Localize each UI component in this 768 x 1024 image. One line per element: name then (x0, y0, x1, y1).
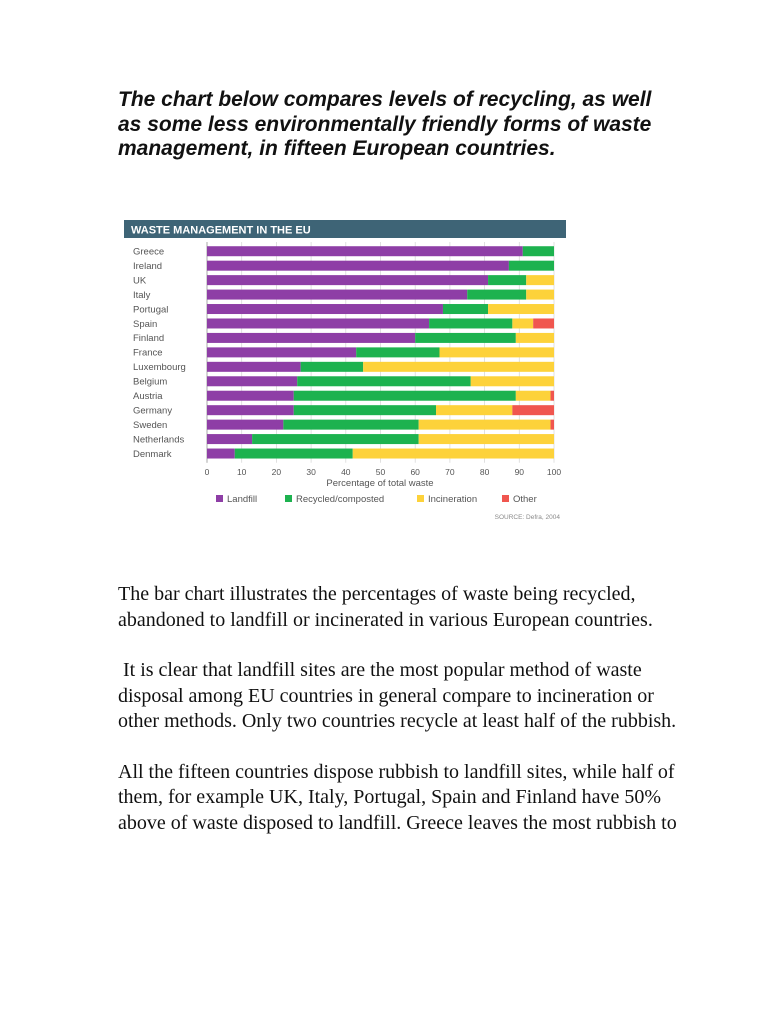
chart-bars (207, 246, 554, 458)
category-label: Finland (133, 333, 165, 345)
category-label: France (133, 347, 163, 359)
bar-segment (207, 434, 252, 444)
chart-source: SOURCE: Defra, 2004 (494, 514, 560, 521)
bar-segment (526, 290, 554, 300)
bar-segment (429, 318, 512, 328)
bar-segment (419, 434, 554, 444)
bar-segment (353, 449, 554, 459)
x-tick-label: 60 (410, 466, 420, 477)
bar-segment (207, 376, 297, 386)
bar-segment (297, 376, 471, 386)
bar-segment (207, 362, 301, 372)
x-tick-label: 100 (546, 466, 562, 477)
category-label: Austria (133, 391, 163, 403)
bar-segment (252, 434, 419, 444)
bar-segment (419, 420, 551, 430)
bar-segment (207, 246, 523, 256)
essay-paragraph-2: It is clear that landfill sites are the most popular method of waste disposal among EU countries in general compare to incineration or other methods. Only two countries recycle at least half of the rubbish. (118, 659, 677, 732)
waste-management-chart (118, 216, 570, 526)
legend-swatch (285, 495, 292, 502)
x-tick-label: 30 (306, 466, 316, 477)
x-tick-label: 0 (204, 466, 210, 477)
bar-segment (207, 449, 235, 459)
essay-body (118, 582, 678, 861)
bar-segment (512, 405, 554, 415)
category-label: UK (133, 275, 147, 287)
bar-segment (436, 405, 512, 415)
bar-segment (207, 290, 467, 300)
legend-label: Other (513, 494, 537, 505)
bar-segment (207, 405, 294, 415)
chart-title: WASTE MANAGEMENT IN THE EU (131, 224, 311, 237)
bar-segment (467, 290, 526, 300)
bar-segment (207, 304, 443, 314)
bar-segment (356, 347, 439, 357)
bar-segment (207, 261, 509, 271)
bar-segment (439, 347, 554, 357)
task-prompt: The chart below compares levels of recycling, as well as some less environmentally friendly forms of waste management, in fifteen European countries. (118, 88, 652, 160)
essay-paragraph-1: The bar chart illustrates the percentages of waste being recycled, abandoned to landfill or incinerated in various European countries. (118, 583, 653, 631)
x-tick-label: 10 (236, 466, 247, 477)
bar-segment (526, 275, 554, 285)
bar-segment (207, 275, 488, 285)
bar-segment (294, 391, 516, 401)
bar-segment (443, 304, 488, 314)
chart-x-ticks (205, 467, 562, 477)
bar-segment (488, 275, 526, 285)
bar-segment (516, 391, 551, 401)
legend-swatch (502, 495, 509, 502)
x-tick-label: 70 (445, 466, 455, 477)
category-label: Netherlands (133, 434, 185, 446)
x-tick-label: 40 (341, 466, 351, 477)
category-label: Belgium (133, 376, 168, 388)
bar-segment (523, 246, 554, 256)
x-axis-title: Percentage of total waste (326, 478, 434, 489)
x-tick-label: 90 (514, 466, 525, 477)
category-label: Spain (133, 318, 158, 330)
category-label: Portugal (133, 304, 169, 316)
bar-segment (294, 405, 436, 415)
bar-segment (235, 449, 353, 459)
bar-segment (488, 304, 554, 314)
category-label: Greece (133, 246, 165, 258)
bar-segment (283, 420, 418, 430)
bar-segment (509, 261, 554, 271)
bar-segment (207, 420, 283, 430)
legend-label: Landfill (227, 494, 258, 505)
category-label: Ireland (133, 260, 163, 272)
legend-label: Incineration (428, 494, 478, 505)
legend-swatch (417, 495, 424, 502)
category-label: Italy (133, 289, 151, 301)
bar-segment (551, 420, 554, 430)
category-label: Denmark (133, 448, 172, 460)
category-label: Luxembourg (133, 362, 186, 374)
category-label: Germany (133, 405, 173, 417)
x-tick-label: 80 (479, 466, 490, 477)
bar-segment (301, 362, 363, 372)
bar-segment (512, 318, 533, 328)
bar-segment (363, 362, 554, 372)
chart-legend (216, 494, 537, 505)
chart-category-labels (133, 247, 186, 460)
category-label: Sweden (133, 419, 168, 431)
bar-segment (551, 391, 554, 401)
bar-segment (533, 318, 554, 328)
bar-segment (207, 318, 429, 328)
bar-segment (207, 347, 356, 357)
legend-label: Recycled/composted (296, 494, 385, 505)
x-tick-label: 50 (375, 466, 386, 477)
x-tick-label: 20 (271, 466, 282, 477)
bar-segment (471, 376, 554, 386)
bar-segment (415, 333, 516, 343)
legend-swatch (216, 495, 223, 502)
bar-segment (516, 333, 554, 343)
bar-segment (207, 391, 294, 401)
essay-paragraph-3: All the fifteen countries dispose rubbish to landfill sites, while half of them, for example UK, Italy, Portugal, Spain and Finland have 50% above of waste disposed to landfill. Greece leaves the most rubbish to (118, 760, 677, 834)
bar-segment (207, 333, 415, 343)
